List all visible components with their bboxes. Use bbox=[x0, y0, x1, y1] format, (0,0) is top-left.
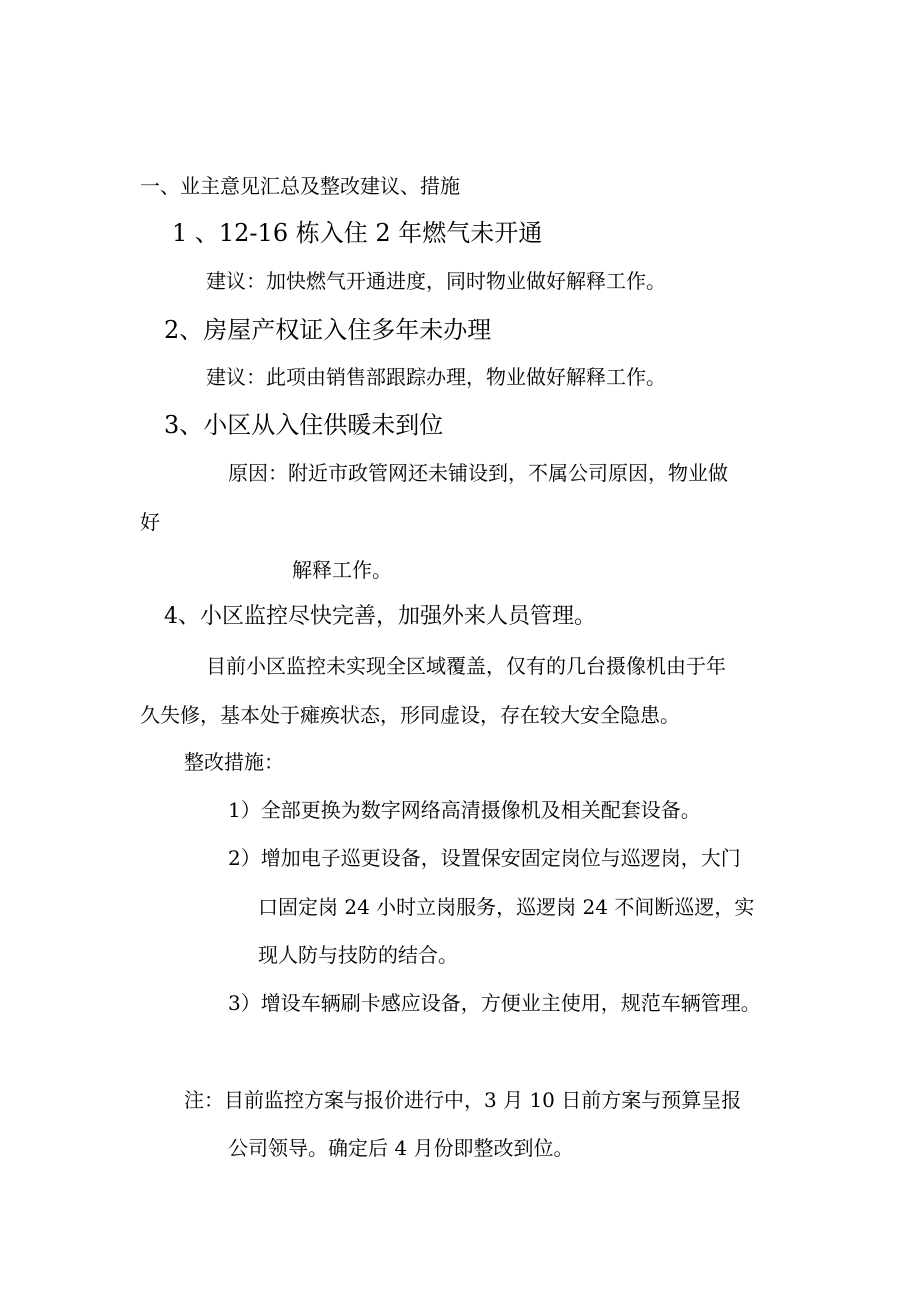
item-4-body-line-1: 目前小区监控未实现全区域覆盖，仅有的几台摄像机由于年 bbox=[206, 654, 726, 678]
measure-1: 1）全部更换为数字网络高清摄像机及相关配套设备。 bbox=[228, 798, 701, 822]
item-3-reason-line-1: 原因：附近市政管网还未铺设到，不属公司原因，物业做 bbox=[228, 461, 728, 485]
note-line-2: 公司领导。确定后 4 月份即整改到位。 bbox=[228, 1136, 574, 1160]
measure-2-line-2: 口固定岗 24 小时立岗服务，巡逻岗 24 不间断巡逻，实 bbox=[258, 895, 755, 919]
section-heading: 一、业主意见汇总及整改建议、措施 bbox=[140, 174, 460, 198]
item-4-body-line-2: 久失修，基本处于瘫痪状态，形同虚设，存在较大安全隐患。 bbox=[140, 703, 680, 727]
measure-3: 3）增设车辆刷卡感应设备，方便业主使用，规范车辆管理。 bbox=[228, 991, 761, 1015]
measure-2-line-1: 2）增加电子巡更设备，设置保安固定岗位与巡逻岗，大门 bbox=[228, 846, 741, 870]
item-3-title: 3、小区从入住供暖未到位 bbox=[164, 411, 444, 439]
item-1-title: 1 、12-16 栋入住 2 年燃气未开通 bbox=[172, 219, 543, 247]
item-1-suggestion: 建议：加快燃气开通进度，同时物业做好解释工作。 bbox=[206, 269, 666, 293]
item-3-reason-line-3: 解释工作。 bbox=[292, 558, 392, 582]
item-4-title: 4、小区监控尽快完善，加强外来人员管理。 bbox=[164, 604, 596, 629]
measures-label: 整改措施： bbox=[184, 750, 284, 774]
item-2-suggestion: 建议：此项由销售部跟踪办理，物业做好解释工作。 bbox=[206, 365, 666, 389]
item-2-title: 2、房屋产权证入住多年未办理 bbox=[164, 316, 492, 344]
measure-2-line-3: 现人防与技防的结合。 bbox=[258, 943, 458, 967]
item-3-reason-line-2: 好 bbox=[140, 510, 160, 534]
note-line-1: 注：目前监控方案与报价进行中，3 月 10 日前方案与预算呈报 bbox=[184, 1088, 742, 1112]
